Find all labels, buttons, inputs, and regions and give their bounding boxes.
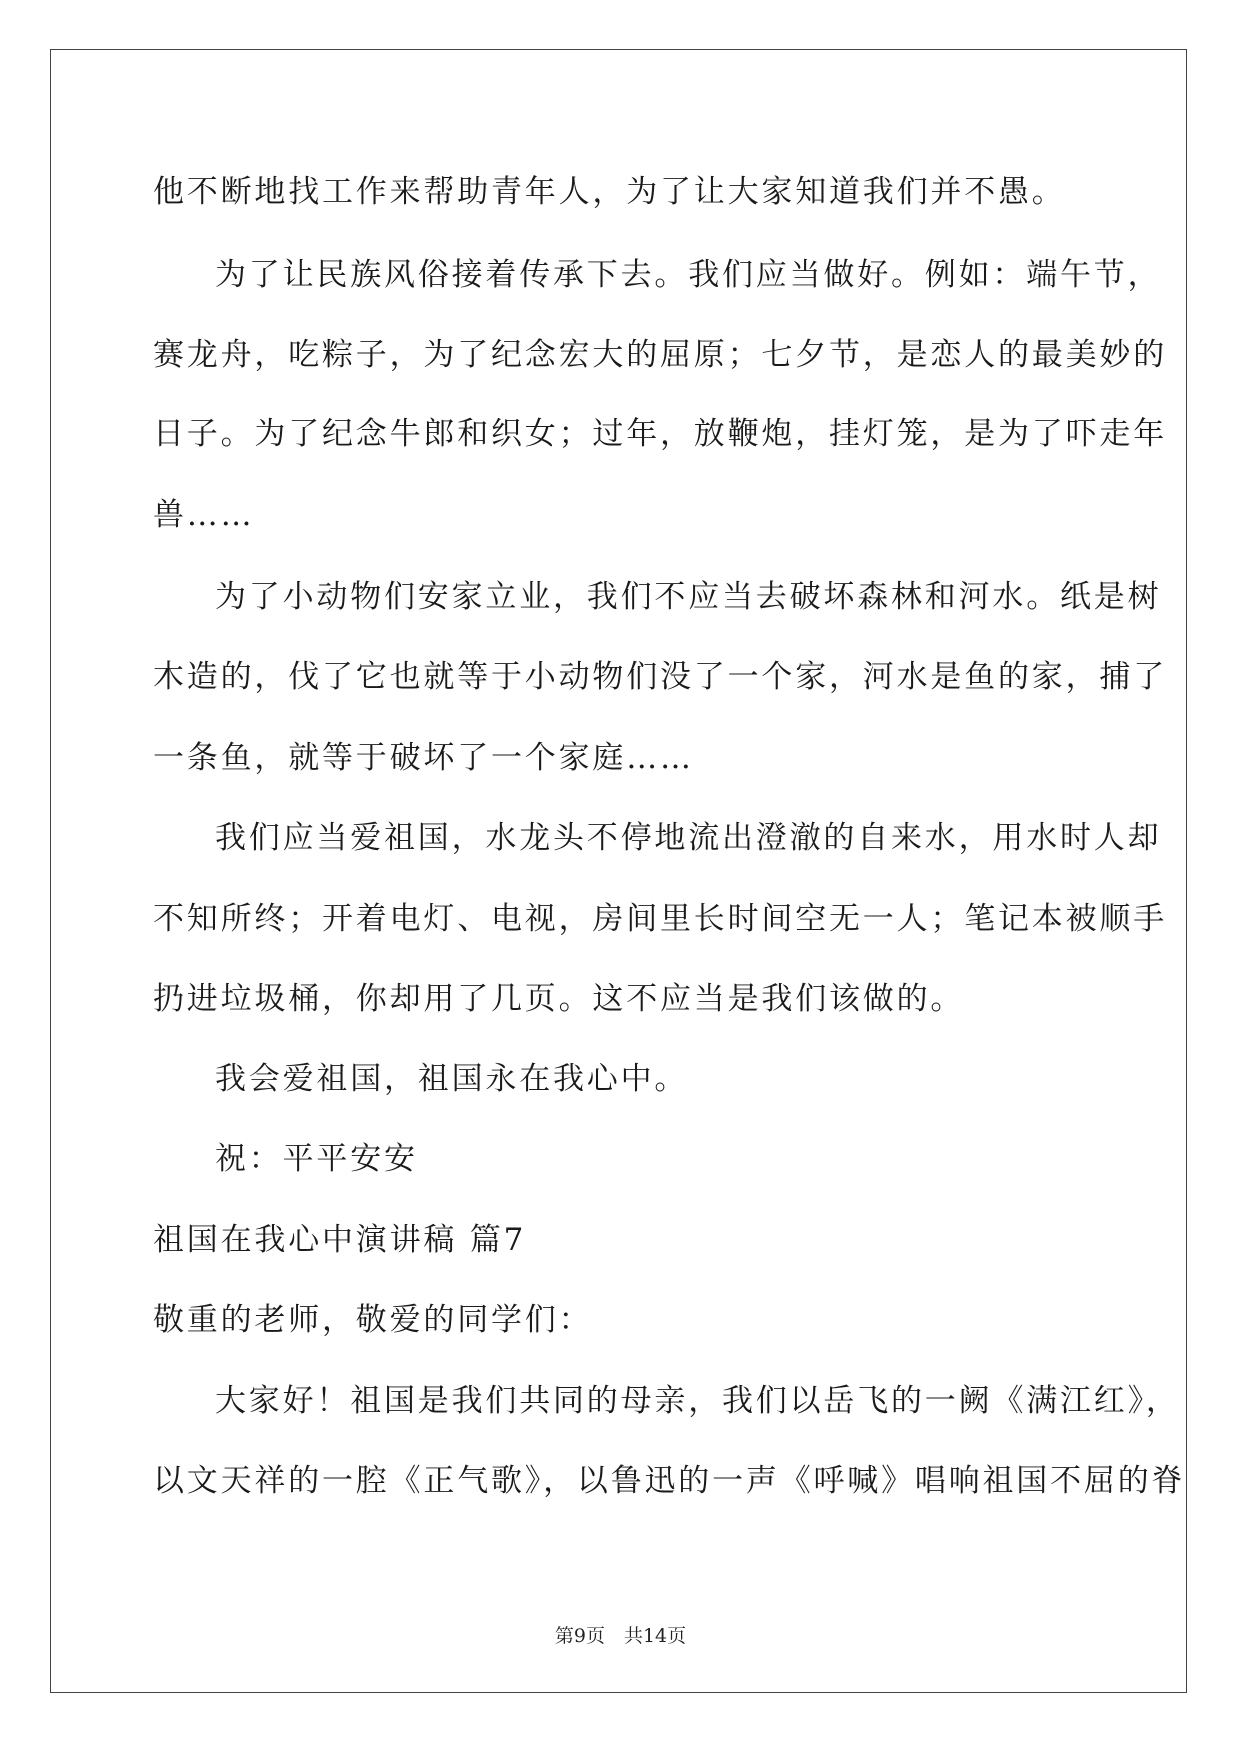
text-line-8: 一条鱼，就等于破坏了一个家庭…… (153, 740, 694, 776)
text-line-11: 扔进垃圾桶，你却用了几页。这不应当是我们该做的。 (153, 981, 965, 1017)
page-footer: 第9页 共14页 (554, 1625, 687, 1647)
text-line-2: 为了让民族风俗接着传承下去。我们应当做好。例如：端午节， (215, 257, 1162, 293)
text-line-13: 祝：平平安安 (215, 1141, 418, 1177)
salutation: 敬重的老师，敬爱的同学们： (153, 1302, 593, 1338)
text-line-1: 他不断地找工作来帮助青年人，为了让大家知道我们并不愚。 (153, 174, 1066, 210)
text-line-17: 以文天祥的一腔《正气歌》，以鲁迅的一声《呼喊》唱响祖国不屈的脊 (153, 1463, 1186, 1499)
text-line-5: 兽…… (153, 497, 255, 533)
text-line-7: 木造的，伐了它也就等于小动物们没了一个家，河水是鱼的家，捕了 (153, 659, 1167, 695)
text-line-16: 大家好！祖国是我们共同的母亲，我们以岳飞的一阙《满江红》， (215, 1383, 1180, 1419)
page-border (50, 49, 1187, 1693)
text-line-6: 为了小动物们安家立业，我们不应当去破坏森林和河水。纸是树 (215, 579, 1162, 615)
text-line-3: 赛龙舟，吃粽子，为了纪念宏大的屈原；七夕节，是恋人的最美妙的 (153, 337, 1167, 373)
section-heading: 祖国在我心中演讲稿 篇7 (153, 1222, 527, 1258)
text-line-12: 我会爱祖国，祖国永在我心中。 (215, 1061, 689, 1097)
text-line-4: 日子。为了纪念牛郎和织女；过年，放鞭炮，挂灯笼，是为了吓走年 (153, 416, 1167, 452)
text-line-10: 不知所终；开着电灯、电视，房间里长时间空无一人；笔记本被顺手 (153, 901, 1167, 937)
text-line-9: 我们应当爱祖国，水龙头不停地流出澄澈的自来水，用水时人却 (215, 820, 1162, 856)
